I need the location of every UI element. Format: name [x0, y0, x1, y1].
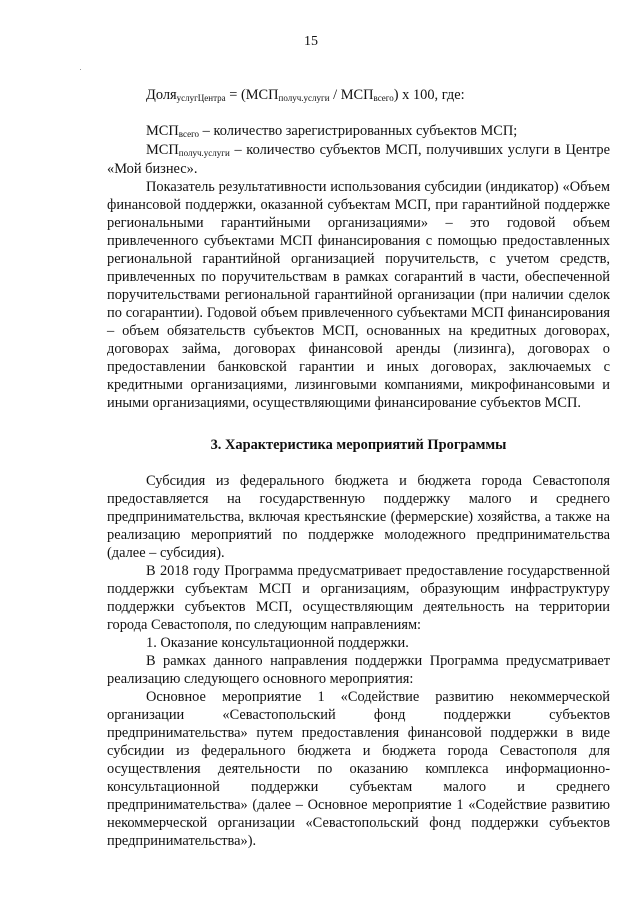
- formula-num-sub: получ.услуги: [278, 93, 330, 103]
- paragraph-2018: В 2018 году Программа предусматривает предоставление государственной поддержки субъектам МСП и организациям, образующим инфраструктуру поддержки субъектов МСП, осуществляющим деятельность на территории города Севастополя, по следующим направлениям:: [107, 563, 610, 633]
- formula-lhs: Доля: [146, 87, 177, 103]
- def2-term-sub: получ.услуги: [178, 148, 230, 158]
- paragraph-framework: В рамках данного направления поддержки Программа предусматривает реализацию следующего основного мероприятия:: [107, 653, 610, 687]
- scan-speck: [80, 69, 81, 70]
- definition-received: [107, 141, 610, 178]
- definition-total: [107, 122, 610, 141]
- paragraph-subsidy: Субсидия из федерального бюджета и бюджета города Севастополя предоставляется на государственную поддержку малого и среднего предпринимательства, включая крестьянские (фермерские) хозяйства, а также на реализацию мероприятий по поддержке молодежного предпринимательства (далее – субсидия).: [107, 473, 610, 561]
- def2-term: МСП: [146, 142, 179, 158]
- def1-text: – количество зарегистрированных субъектов МСП;: [199, 123, 518, 139]
- formula-lhs-sub: услугЦентра: [176, 93, 226, 103]
- page-number: 15: [304, 34, 318, 49]
- section-heading: 3. Характеристика мероприятий Программы: [210, 437, 507, 453]
- formula-den-sub: всего: [373, 93, 394, 103]
- definitions: [107, 122, 610, 412]
- formula-tail: ) x 100, где:: [393, 87, 465, 103]
- paragraph-main-activity: Основное мероприятие 1 «Содействие развитию некоммерческой организации «Севастопольский фонд поддержки субъектов предпринимательства» путем предоставления финансовой поддержки в виде субсидии из федерального бюджета и бюджета города Севастополя для осуществления деятельности по оказанию комплекса информационно-консультационной поддержки субъектам малого и среднего предпринимательства» (далее – Основное мероприятие 1 «Содействие развитию некоммерческой организации «Севастопольский фонд поддержки субъектов предпринимательства»).: [107, 689, 610, 849]
- section-body: [107, 472, 610, 850]
- paragraph-direction-1: 1. Оказание консультационной поддержки.: [146, 635, 409, 651]
- def1-term: МСП: [146, 123, 179, 139]
- indicator-paragraph: Показатель результативности использования субсидии (индикатор) «Объем финансовой поддержки, оказанной субъектам МСП, при гарантийной поддержке региональными гарантийными организациями» – это годовой объем привлеченного субъектами МСП финансирования с помощью предоставленных региональной гарантийной организацией поручительств, с учетом средств, привлеченных по поручительствам в рамках согарантий в части, обеспеченной поручительствами региональной гарантийной организации (при наличии сделок по согарантии). Годовой объем привлеченного субъектами МСП финансирования – объем обязательств субъектов МСП, основанных на кредитных договорах, договорах займа, договорах финансовой аренды (лизинга), договорах о предоставлении банковской гарантии и иных договорах, заключаемых с кредитными организациями, лизинговыми компаниями, микрофинансовыми и иными организациями, осуществляющими финансирование субъектов МСП.: [107, 179, 610, 411]
- formula-eq: = (МСП: [225, 87, 279, 103]
- formula: [146, 86, 610, 105]
- def2-text: – количество субъектов МСП, получивших услуги в Центре «Мой бизнес».: [107, 142, 610, 177]
- formula-slash: / МСП: [329, 87, 374, 103]
- def1-term-sub: всего: [178, 129, 200, 139]
